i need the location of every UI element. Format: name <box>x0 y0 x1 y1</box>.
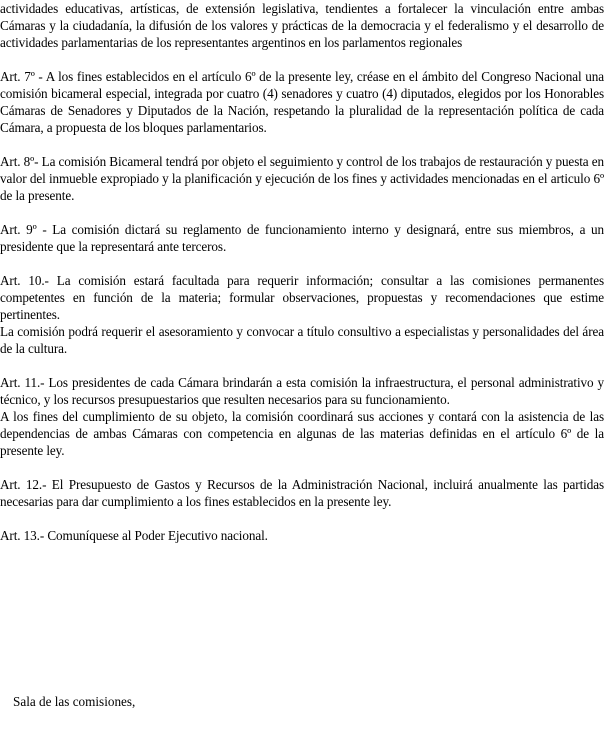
spacer <box>0 51 606 68</box>
closing-line: Sala de las comisiones, <box>13 694 136 709</box>
spacer <box>0 459 606 476</box>
spacer <box>0 255 606 272</box>
spacer <box>0 510 606 527</box>
spacer <box>0 357 606 374</box>
article-11-paragraph-1: Art. 11.- Los presidentes de cada Cámara brindarán a esta comisión la infraestructura, el personal administrativo y técnico, y los recursos presupuestarios que resulten necesarios para su funcionamiento. <box>0 375 604 407</box>
article-7: Art. 7º - A los fines establecidos en el artículo 6º de la presente ley, créase en el ámbito del Congreso Nacional una comisión bicameral especial, integrada por cuatro (4) senadores y cuatro (4) diputados, elegidos por los Honorables Cámaras de Senadores y Diputados de la Nación, respetando la pluralidad de la representación política de cada Cámara, a propuesta de los bloques parlamentarios. <box>0 69 604 135</box>
article-13: Art. 13.- Comuníquese al Poder Ejecutivo nacional. <box>0 528 268 543</box>
article-10-paragraph-2: La comisión podrá requerir el asesoramiento y convocar a título consultivo a especialistas y personalidades del área de la cultura. <box>0 324 604 356</box>
article-11-paragraph-2: A los fines del cumplimiento de su objeto, la comisión coordinará sus acciones y contará con la asistencia de las dependencias de ambas Cámaras con competencia en algunas de las materias definidas en el artículo 6º de la presente ley. <box>0 409 604 458</box>
article-9: Art. 9º - La comisión dictará su reglamento de funcionamiento interno y designará, entre sus miembros, a un presidente que la representará ante terceros. <box>0 222 604 254</box>
spacer <box>0 136 606 153</box>
spacer <box>0 204 606 221</box>
intro-paragraph: actividades educativas, artísticas, de extensión legislativa, tendientes a fortalecer la vinculación entre ambas Cámaras y la ciudadanía, la difusión de los valores y prácticas de la democracia y el federalismo y el desarrollo de actividades parlamentarias de los representantes argentinos en los parlamentos regionales <box>0 1 604 50</box>
article-8: Art. 8º- La comisión Bicameral tendrá por objeto el seguimiento y control de los trabajos de restauración y puesta en valor del inmueble expropiado y la planificación y ejecución de los fines y actividades mencionadas en el articulo 6º de la presente. <box>0 154 604 203</box>
article-10-paragraph-1: Art. 10.- La comisión estará facultada para requerir información; consultar a las comisiones permanentes competentes en función de la materia; formular observaciones, propuestas y recomendaciones que estime pertinentes. <box>0 273 604 322</box>
article-12: Art. 12.- El Presupuesto de Gastos y Recursos de la Administración Nacional, incluirá anualmente las partidas necesarias para dar cumplimiento a los fines establecidos en la presente ley. <box>0 477 604 509</box>
